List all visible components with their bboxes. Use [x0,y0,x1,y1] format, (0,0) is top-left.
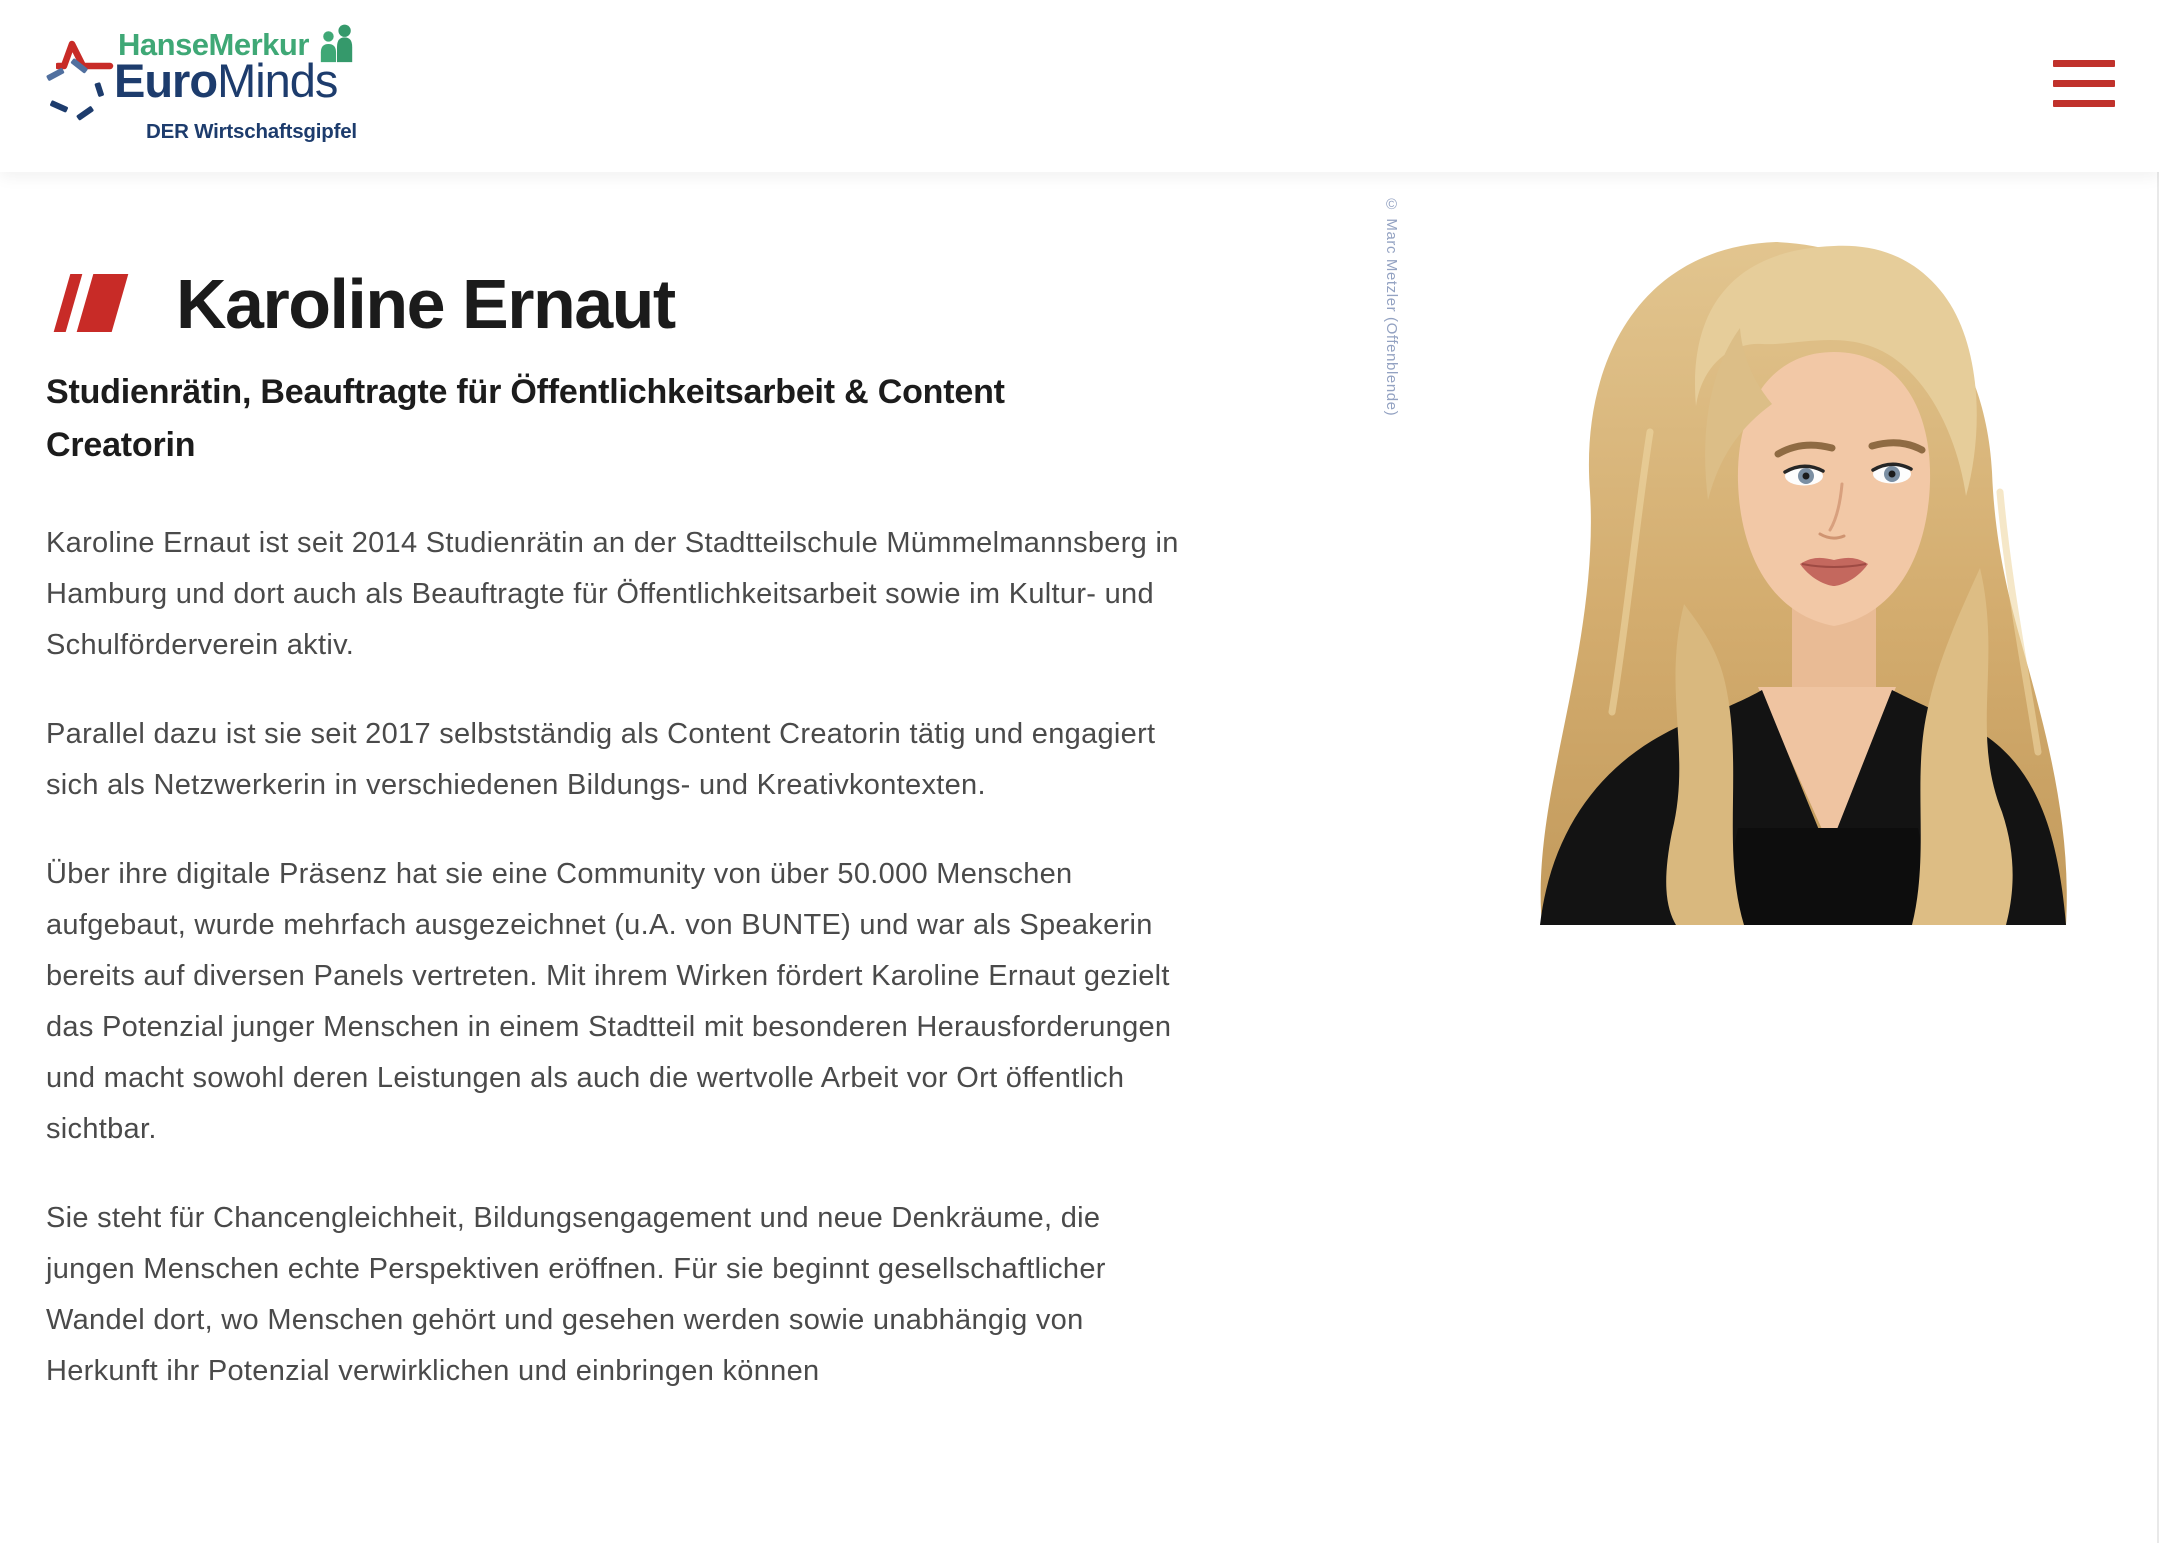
page-title: Karoline Ernaut [176,265,675,343]
product-name: EuroMinds [114,54,338,107]
bio-paragraph: Karoline Ernaut ist seit 2014 Studienrätin an der Stadtteilschule Mümmelmannsberg in Hamburg und dort auch als Beauftragte für Öffentlichkeitsarbeit sowie im Kultur- und Schulförderverein aktiv. [46,527,1179,661]
bio-paragraph: Über ihre digitale Präsenz hat sie eine Community von über 50.000 Menschen aufgebaut, wurde mehrfach ausgezeichnet (u.A. von BUNTE) und war als Speakerin bereits auf diversen Panels vertreten. Mit ihrem Wirken fördert Karoline Ernaut gezielt das Potenzial junger Menschen in einem Stadtteil mit besonderen Herausforderungen und macht sowohl deren Leistungen als auch die wertvolle Arbeit vor Ort öffentlich sichtbar. [46,858,1172,1145]
portrait-illustration [1440,192,2112,925]
quote-marks-icon [62,274,120,332]
profile-role-line: Studienrätin, Beauftragte für Öffentlichkeitsarbeit & Content [46,373,1005,411]
profile-role [46,366,1346,472]
photo-credit: © Marc Metzler (Offenblende) [1383,196,1400,417]
bio-paragraph: Parallel dazu ist sie seit 2017 selbstständig als Content Creatorin tätig und engagiert sich als Netzwerkerin in verschiedenen Bildungs- und Kreativkontexten. [46,718,1156,801]
logo[interactable] [58,18,398,158]
brand-name: HanseMerkur [118,27,309,62]
logo-tagline: DER Wirtschaftsgipfel [146,120,357,143]
bio-paragraph: Sie steht für Chancengleichheit, Bildungsengagement und neue Denkräume, die jungen Menschen echte Perspektiven eröffnen. Für sie beginnt gesellschaftlicher Wandel dort, wo Menschen gehört und gesehen werden sowie unabhängig von Herkunft ihr Potenzial verwirklichen und einbringen können [46,1202,1106,1387]
menu-bar [2053,60,2115,67]
menu-bar [2053,80,2115,87]
bio-text [46,518,1346,1397]
site-header [0,0,2159,172]
menu-bar [2053,100,2115,107]
menu-button[interactable] [2053,60,2115,107]
profile-section [46,265,1346,1397]
portrait-top [1718,828,1938,925]
profile-role-line: Creatorin [46,426,196,464]
profile-photo [1440,192,2112,925]
star-fragments-icon [44,54,116,126]
